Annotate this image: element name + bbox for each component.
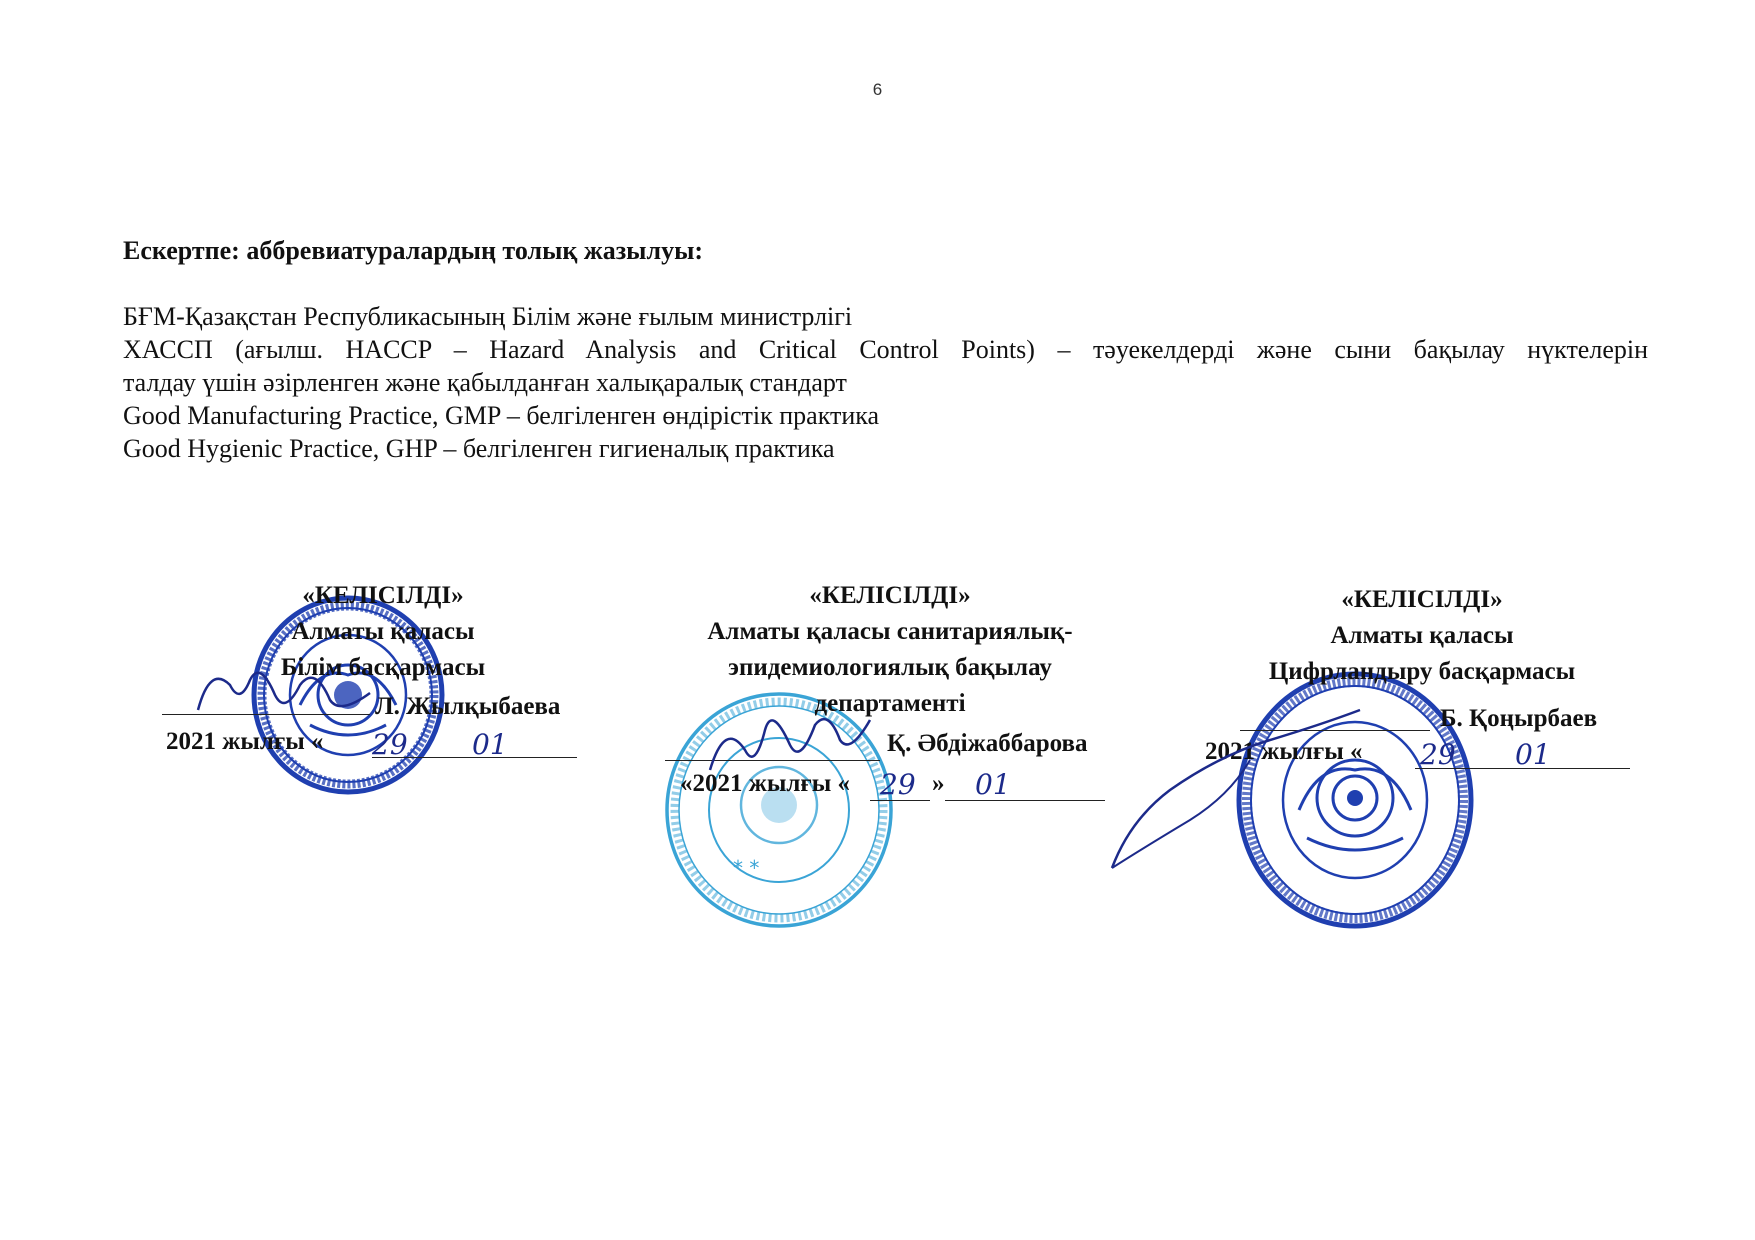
handwritten-date-day: 29 <box>1420 738 1456 771</box>
page-number: 6 <box>872 80 883 99</box>
approval-org-line: Алматы қаласы <box>1330 622 1514 649</box>
signature-line <box>1240 730 1430 731</box>
abbrev-line-haccp-cont: талдау үшін әзірленген және қабылданған халықаралық стандарт <box>123 368 847 397</box>
approval-org-line: Алматы қаласы санитариялық- <box>707 618 1073 645</box>
approval-date-prefix: 2021 жылғы « <box>166 728 324 755</box>
abbrev-line-bgm: БҒМ-Қазақстан Республикасының Білім және ғылым министрлігі <box>123 302 853 331</box>
abbrev-line-haccp: ХАССП (ағылш. HACCP – Hazard Analysis and Critical Control Points) – тәуекелдерді және сыни бақылау нүктелерін <box>123 335 1648 364</box>
approval-block-sanitary <box>640 578 1140 722</box>
approval-date-prefix: 2021 жылғы « <box>1205 738 1363 765</box>
handwritten-date-month: 01 <box>975 768 1011 801</box>
abbrev-line-gmp: Good Manufacturing Practice, GMP – белгіленген өндірістік практика <box>123 401 880 430</box>
handwritten-date-day: 29 <box>880 768 916 801</box>
abbreviation-list <box>123 300 1648 465</box>
approval-title: «КЕЛІСІЛДІ» <box>302 582 464 609</box>
approval-org-line: департаменті <box>814 690 966 717</box>
sanitary-department-stamp <box>663 690 895 930</box>
approval-org-line: Алматы қаласы <box>291 618 475 645</box>
signatory-name: Б. Қоңырбаев <box>1440 705 1598 732</box>
signature-line <box>665 760 880 761</box>
approval-block-education <box>213 578 553 686</box>
signatory-name: Л. Жылқыбаева <box>375 693 561 720</box>
approval-date-close: » <box>932 770 945 797</box>
approval-title: «КЕЛІСІЛДІ» <box>1341 586 1503 613</box>
svg-text:* *: * * <box>733 856 760 880</box>
approval-title: «КЕЛІСІЛДІ» <box>809 582 971 609</box>
handwritten-date-month: 01 <box>1515 738 1551 771</box>
handwritten-date-day: 29 <box>372 728 408 761</box>
abbrev-line-ghp: Good Hygienic Practice, GHP – белгіленген гигиеналық практика <box>123 434 835 463</box>
approval-date-prefix: «2021 жылғы « <box>680 770 851 797</box>
date-line <box>945 800 1105 801</box>
approval-block-digitalization <box>1212 582 1632 690</box>
approval-org-line: эпидемиологиялық бақылау <box>728 654 1052 681</box>
digitalization-department-stamp <box>1235 670 1475 930</box>
approval-org-line: Цифрландыру басқармасы <box>1268 658 1576 685</box>
handwritten-date-month: 01 <box>472 728 508 761</box>
signature-line <box>162 714 370 715</box>
note-heading: Ескертпе: аббревиатуралардың толық жазылуы: <box>123 236 704 265</box>
signatory-name: Қ. Әбдіжаббарова <box>887 730 1088 757</box>
approval-org-line: Білім басқармасы <box>280 654 486 681</box>
